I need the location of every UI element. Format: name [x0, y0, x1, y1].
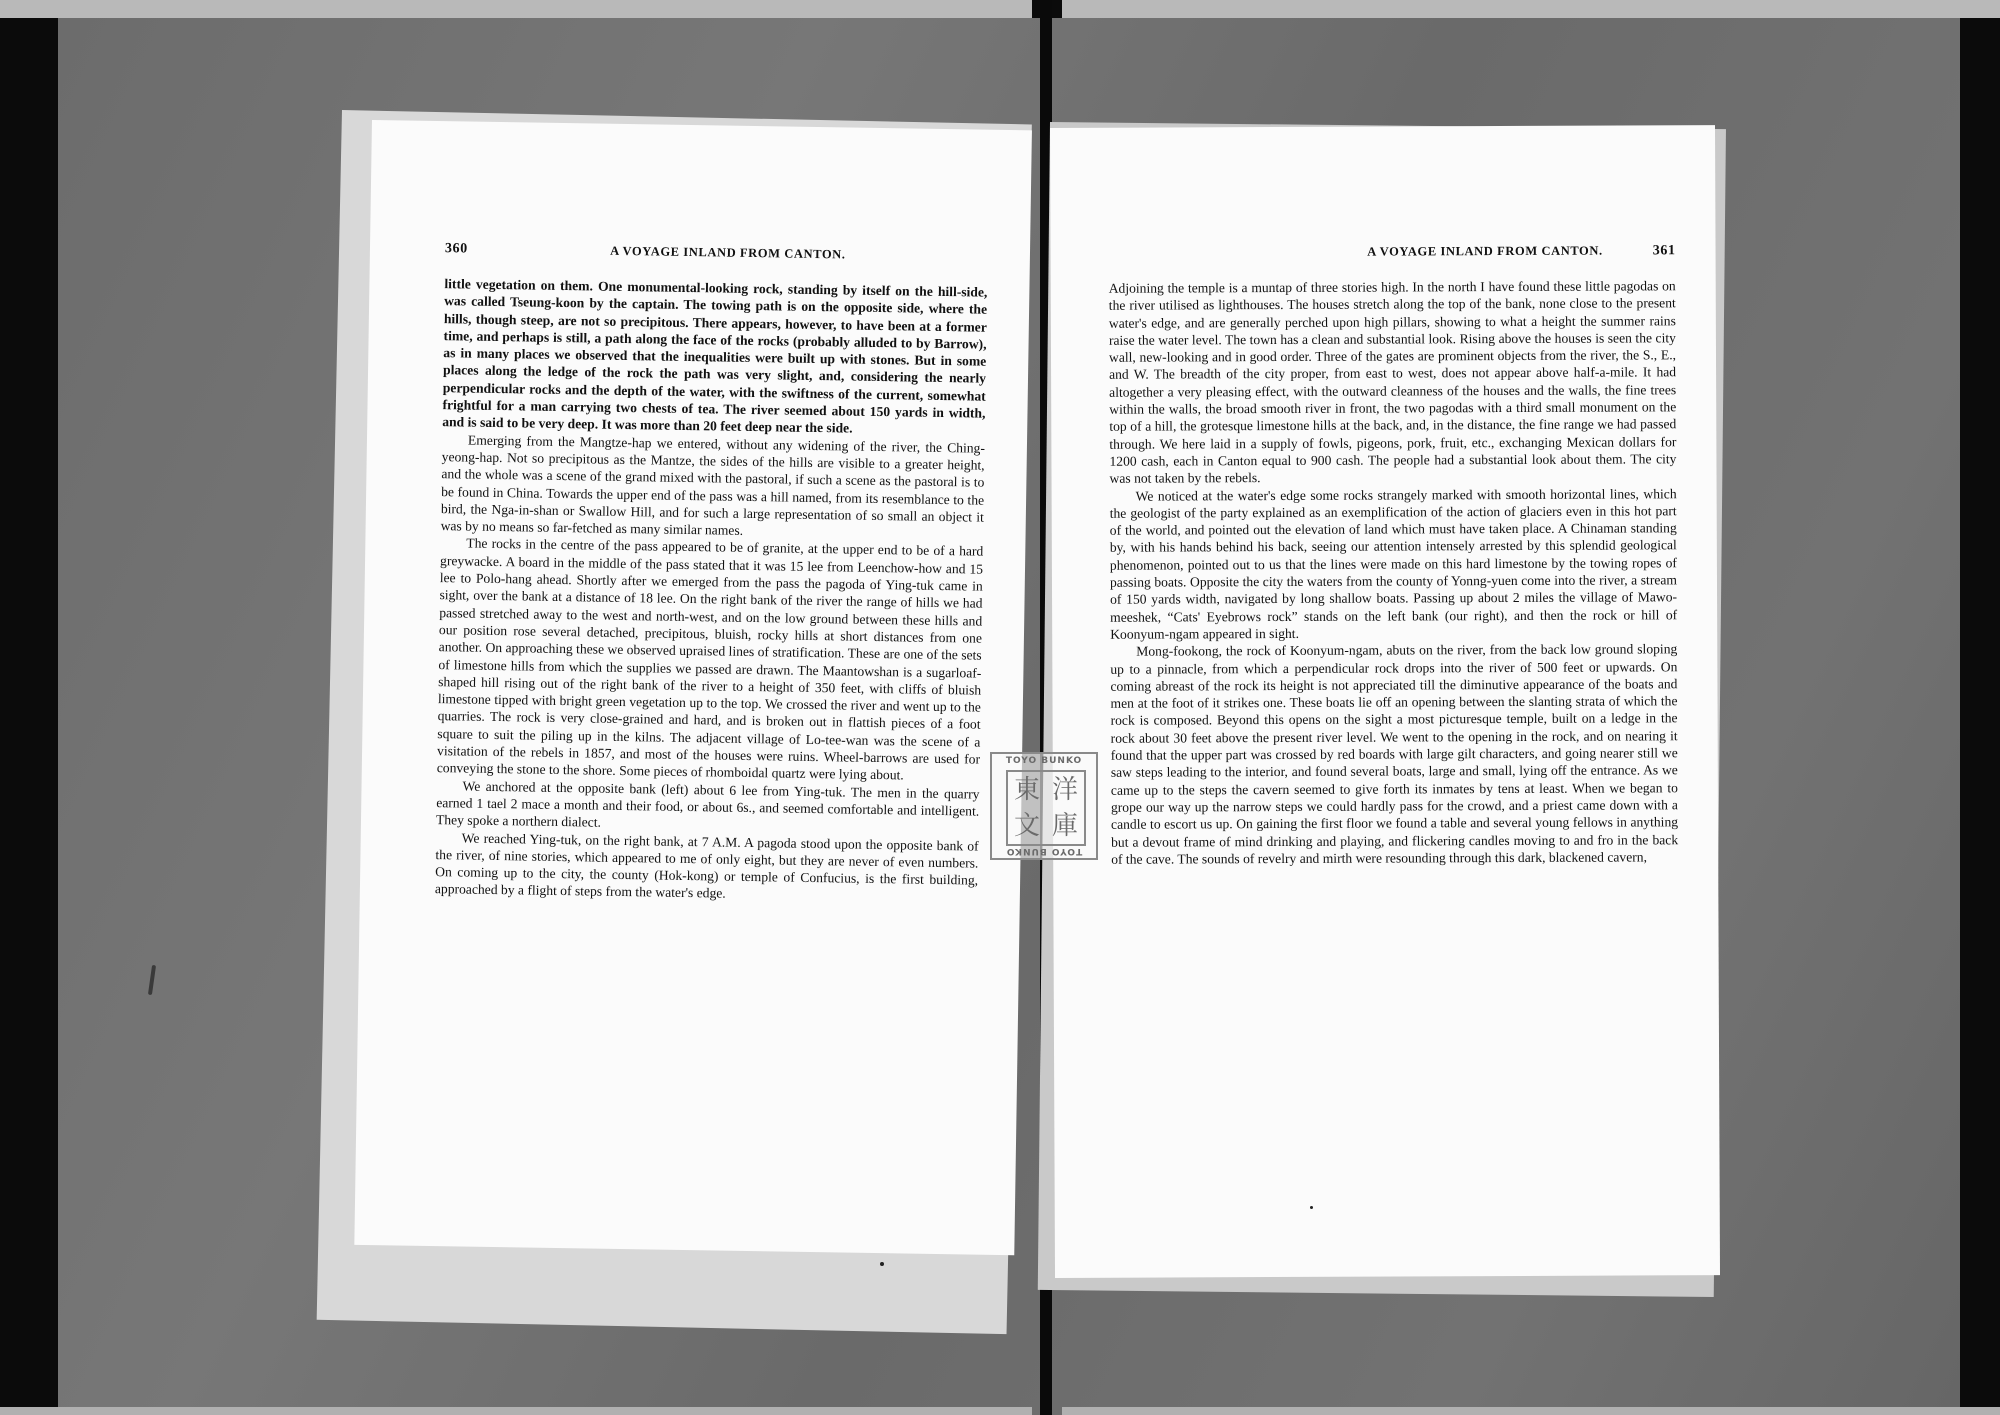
right-paragraph: We noticed at the water's edge some rocks strangely marked with smooth horizontal lines, which the geologist of the party explained as an exemplification of the action of glaciers even in this hot part of the world, and pointed out the elevation of land which must have taken place. A Chinaman standing by, with his hands behind his back, seeing our attention intensely arrested by this splendid geological phenomenon, pointed out to us that the lines were made on this hard limestone by the towing ropes of passing boats. Opposite the city the waters from the county of Yonng-yuen come into the river, a stream of 150 yards width, navigated by long shallow boats. Passing up about 2 miles the village of Mawo-meeshek, “Cats' Eyebrows rock” stands on the left bank (our right), and then the rock or hill of Koonyum-ngam appeared in sight.: [1109, 485, 1678, 642]
left-running-title: A VOYAGE INLAND FROM CANTON.: [610, 243, 846, 262]
top-edge-left: [0, 0, 1032, 18]
left-paragraph: little vegetation on them. One monumental-looking rock, standing by itself on the hill-side, was called Tseung-koon by the captain. The towing path is on the opposite side, where the hills, though steep, are not so precipitous. There appears, however, to have been at a former time, and perhaps is still, a path along the face of the rocks (probably alluded to by Barrow), as in many places we observed that the inequalities were built up with stones. But in some places along the ledge of the rock the path was very slight, and, considering the nearly perpendicular rocks and the depth of the water, with the swiftness of the current, somewhat frightful for a man carrying two chests of tea. The river seemed about 150 yards in width, and is said to be very deep. It was more than 20 feet deep near the side.: [442, 276, 988, 436]
library-stamp: [990, 752, 1098, 860]
right-page-number: 361: [1652, 243, 1676, 259]
left-running-head: [445, 241, 988, 266]
right-running-title: A VOYAGE INLAND FROM CANTON.: [1367, 243, 1603, 259]
left-page-number: 360: [444, 241, 468, 257]
bottom-edge-left: [0, 1407, 1032, 1415]
right-paragraph: Mong-fookong, the rock of Koonyum-ngam, abuts on the river, from the back low ground sloping up to a pinnacle, from which a perpendicular rock drops into the river of 500 feet or upwards. On coming abreast of the rock its height is not appreciated till the diminutive appearance of the boats and men at the foot of it strikes one. These boats lie off an opening between the slanting strata of which the rock is composed. Beyond this opens on the sight a most picturesque temple, built on a ledge in the rock about 30 feet above the present river level. We went to the opening in the rock, and on nearing it found that the upper part was crossed by red boards with large gilt characters, and going nearer still we saw steps leading to the interior, and found several boats, large and small, lying off the entrance. As we came up to the steps the cavern seemed to give forth its inmates by tens at least. When we began to grope our way up the narrow steps we could hardly pass for the crowd, and a priest came down with a candle to escort us up. On gaining the first floor we found a table and several young fellows in anything but a devout frame of mind drinking and playing, and flickering candles moving to and fro in the back of the cave. The sounds of revelry and mirth were resounding through this dark, blackened cavern,: [1110, 641, 1679, 867]
scan-speck: [1310, 1206, 1313, 1209]
right-paragraph: Adjoining the temple is a muntap of three stories high. In the north I have found these little pagodas on the river utilised as lighthouses. The houses stretch along the top of the bank, none close to the present water's edge, and are generally perched upon high pillars, showing to what a height the summer rains raise the water level. The town has a clean and substantial look. Rising above the houses is seen the city wall, new-looking and in good order. Three of the gates are prominent objects from the river, the S., E., and W. The breadth of the city proper, from east to west, does not appear above half-a-mile. It had altogether a very pleasing effect, with the outward cleanness of the houses and the walls, the fine trees within the walls, the broad smooth river in front, the two pagodas with a third small monument on the top of a hill, the grotesque limestone hills at the back, and, in the distance, the fine range we had passed through. We here laid in a supply of fowls, pigeons, pork, fruit, etc., exchanging Mexican dollars for 1200 cash, each in Canton equal to 900 cash. The people had a substantial look about them. The city was not taken by the rebels.: [1108, 278, 1677, 487]
top-edge-right: [1062, 0, 2000, 18]
stamp-seal: [1006, 770, 1086, 846]
left-paragraph: We reached Ying-tuk, on the right bank, at 7 A.M. A pagoda stood upon the opposite bank of the river, of nine stories, which appeared to me of only eight, but they are never of even numbers. On coming up to the city, the county (Hok-kong) or temple of Confucius, is the first building, approached by a flight of steps from the water's edge.: [434, 829, 979, 902]
scan-speck: [880, 1262, 884, 1266]
seal-character: 庫: [1051, 811, 1078, 841]
stamp-bottom-label: TOYO BUNKO: [1005, 846, 1083, 856]
seal-character: 文: [1013, 811, 1040, 841]
right-body-text: [1109, 277, 1679, 868]
left-paragraph: We anchored at the opposite bank (left) about 6 lee from Ying-tuk. The men in the quarry earned 1 tael 2 mace a month and their food, or about 6s., and seemed comfortable and intelligent. They spoke a northern dialect.: [435, 778, 980, 830]
bottom-edge-right: [1062, 1407, 2000, 1415]
left-body-text: [435, 275, 988, 906]
left-paragraph: Emerging from the Mangtze-hap we entered, without any widening of the river, the Ching-yeong-hap. Not so precipitous as the Mantze, the sides of the hills are visible to a greater height, and the whole was a scene of the grand mixed with the pastoral, if such a scene as the pastoral is to be found in China. Towards the upper end of the pass was a hill named, from its resemblance to the bird, the Nga-in-shan or Swallow Hill, and for such a large representation of so small an object it was by no means so far-fetched as many similar names.: [440, 432, 986, 539]
right-page: [1050, 125, 1720, 1278]
seal-character: 東: [1013, 775, 1040, 805]
seal-character: 洋: [1051, 775, 1078, 805]
right-running-head: [1109, 243, 1676, 261]
left-page: [354, 120, 1032, 1255]
stamp-top-label: TOYO BUNKO: [1005, 756, 1083, 766]
left-paragraph: The rocks in the centre of the pass appeared to be of granite, at the upper end to be of a hard greywacke. A board in the middle of the pass stated that it was 15 lee from Leenchow-how and 15 lee to Polo-hang ahead. Shortly after we emerged from the pass the pagoda of Ying-tuk came in sight, over the bank at a distance of 18 lee. On the right bank of the river the range of hills we had passed stretched away to the west and north-west, and on the low ground between these hills and our position rose several detached, precipitous, bluish, rocky hills at short distances from one another. On approaching these we observed upraised lines of stratification. These are one of the sets of limestone hills from which the supplies we passed are drawn. The Maantowshan is a sugarloaf-shaped hill rising out of the right bank of the river to a height of 350 feet, with cliffs of bluish limestone tipped with bright green vegetation up to the top. We crossed the river and went up to the quarries. The rock is very close-grained and hard, and is broken out in flattish pieces of a foot square to suit the piling up in the kilns. The adjacent village of Lo-tee-wan was the scene of a visitation of the rebels in 1857, and most of the houses were ruins. Wheel-barrows are used for conveying the stone to the shore. Some pieces of rhomboidal quartz were lying about.: [436, 535, 984, 783]
